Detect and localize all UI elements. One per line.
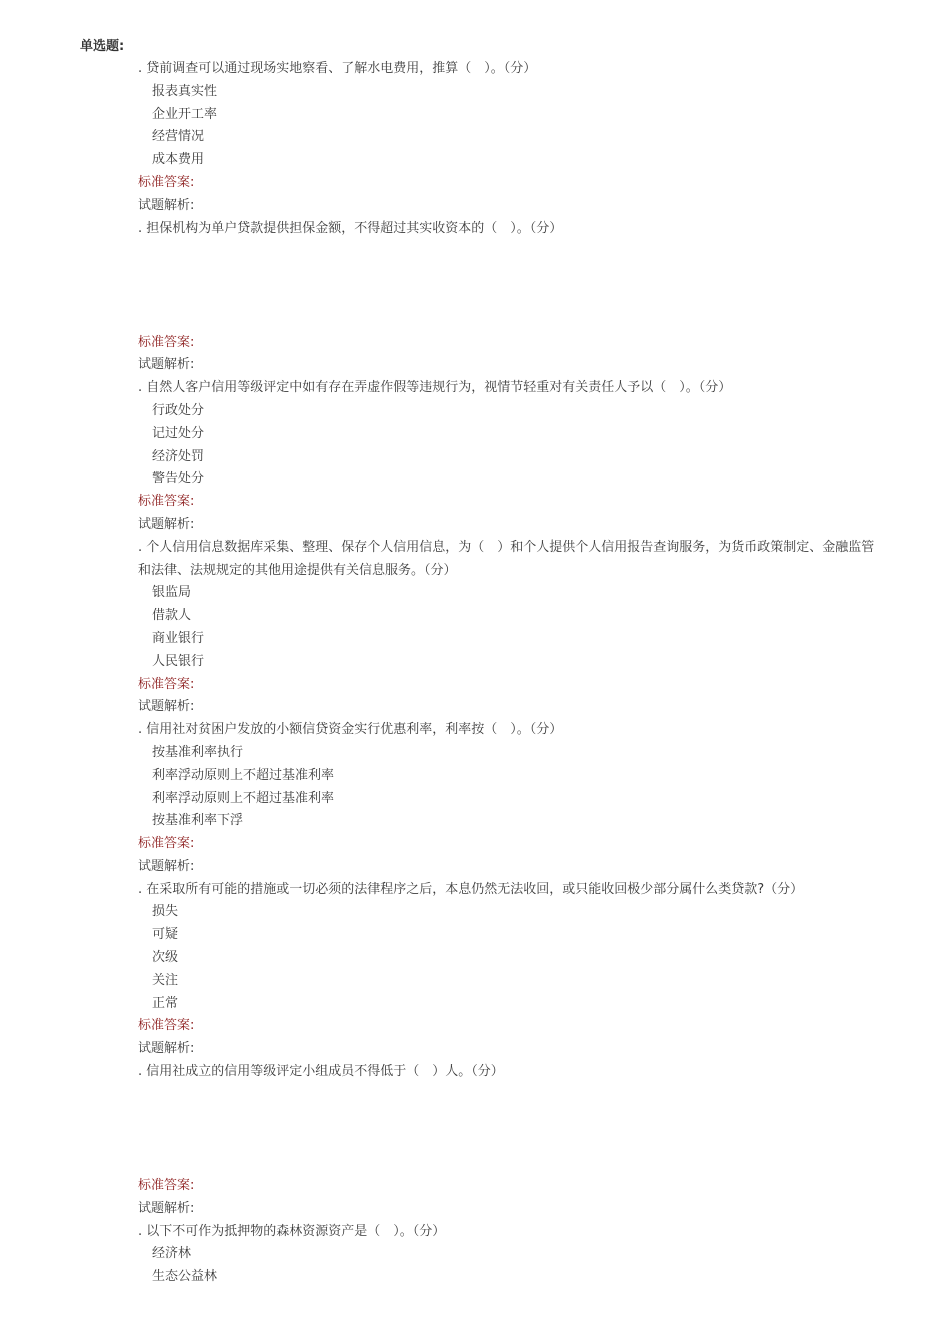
- question-text: . 担保机构为单户贷款提供担保金额，不得超过其实收资本的（ ）。（分）: [138, 220, 563, 236]
- option[interactable]: 可疑: [152, 927, 179, 943]
- question-text: . 在采取所有可能的措施或一切必须的法律程序之后，本息仍然无法收回，或只能收回极少部分属什么类贷款?（分）: [138, 881, 804, 897]
- option[interactable]: 企业开工率: [152, 106, 218, 122]
- option[interactable]: 损失: [152, 904, 179, 920]
- option[interactable]: 记过处分: [152, 425, 205, 441]
- section-title: 单选题:: [80, 39, 125, 54]
- question-text: . 以下不可作为抵押物的森林资源资产是（ ）。（分）: [138, 1223, 446, 1239]
- option[interactable]: 商业银行: [152, 630, 205, 646]
- option[interactable]: 银监局: [152, 585, 192, 601]
- option[interactable]: 经济处罚: [152, 448, 205, 464]
- question-text: . 信用社对贫困户发放的小额信贷资金实行优惠利率，利率按（ ）。（分）: [138, 722, 563, 738]
- question-text: . 个人信用信息数据库采集、整理、保存个人信用信息，为（ ）和个人提供个人信用报告查询服务，为货币政策制定、金融监管和法律、法规规定的其他用途提供有关信息服务。（分）: [138, 539, 875, 578]
- question-block: [138, 879, 878, 1061]
- blank-options-area: [138, 1084, 878, 1175]
- question-block: [138, 1221, 878, 1289]
- question-text: . 信用社成立的信用等级评定小组成员不得低于（ ）人。（分）: [138, 1064, 504, 1080]
- question-list: [138, 58, 878, 1289]
- question-block: [138, 218, 878, 378]
- answer-label: 标准答案:: [138, 836, 195, 852]
- explain-label: 试题解析:: [138, 699, 195, 715]
- option[interactable]: 关注: [152, 972, 179, 988]
- question-block: [138, 719, 878, 879]
- explain-label: 试题解析:: [138, 1200, 195, 1216]
- question-block: [138, 58, 878, 218]
- question-block: [138, 537, 878, 719]
- explain-label: 试题解析:: [138, 1041, 195, 1057]
- question-block: [138, 1061, 878, 1221]
- option[interactable]: 正常: [152, 995, 179, 1011]
- option[interactable]: 人民银行: [152, 653, 205, 669]
- option[interactable]: 报表真实性: [152, 83, 218, 99]
- option[interactable]: 利率浮动原则上不超过基准利率: [152, 767, 335, 783]
- question-text: . 自然人客户信用等级评定中如有存在弄虚作假等违规行为，视情节轻重对有关责任人予以（ ）。（分）: [138, 380, 732, 396]
- option[interactable]: 警告处分: [152, 471, 205, 487]
- answer-label: 标准答案:: [138, 676, 195, 692]
- answer-label: 标准答案:: [138, 334, 195, 350]
- question-text: . 贷前调查可以通过现场实地察看、了解水电费用，推算（ ）。（分）: [138, 61, 537, 76]
- option[interactable]: 成本费用: [152, 152, 205, 168]
- question-block: [138, 377, 878, 537]
- blank-options-area: [138, 240, 878, 331]
- answer-label: 标准答案:: [138, 494, 195, 510]
- option[interactable]: 按基准利率下浮: [152, 813, 244, 829]
- option[interactable]: 利率浮动原则上不超过基准利率: [152, 790, 335, 806]
- explain-label: 试题解析:: [138, 858, 195, 874]
- option[interactable]: 次级: [152, 950, 179, 966]
- option[interactable]: 经济林: [152, 1246, 192, 1262]
- explain-label: 试题解析:: [138, 357, 195, 373]
- explain-label: 试题解析:: [138, 197, 195, 213]
- explain-label: 试题解析:: [138, 516, 195, 532]
- answer-label: 标准答案:: [138, 174, 195, 190]
- answer-label: 标准答案:: [138, 1178, 195, 1194]
- option[interactable]: 借款人: [152, 608, 192, 624]
- option[interactable]: 生态公益林: [152, 1269, 218, 1285]
- option[interactable]: 经营情况: [152, 129, 205, 145]
- option[interactable]: 行政处分: [152, 402, 205, 418]
- option[interactable]: 按基准利率执行: [152, 744, 244, 760]
- answer-label: 标准答案:: [138, 1018, 195, 1034]
